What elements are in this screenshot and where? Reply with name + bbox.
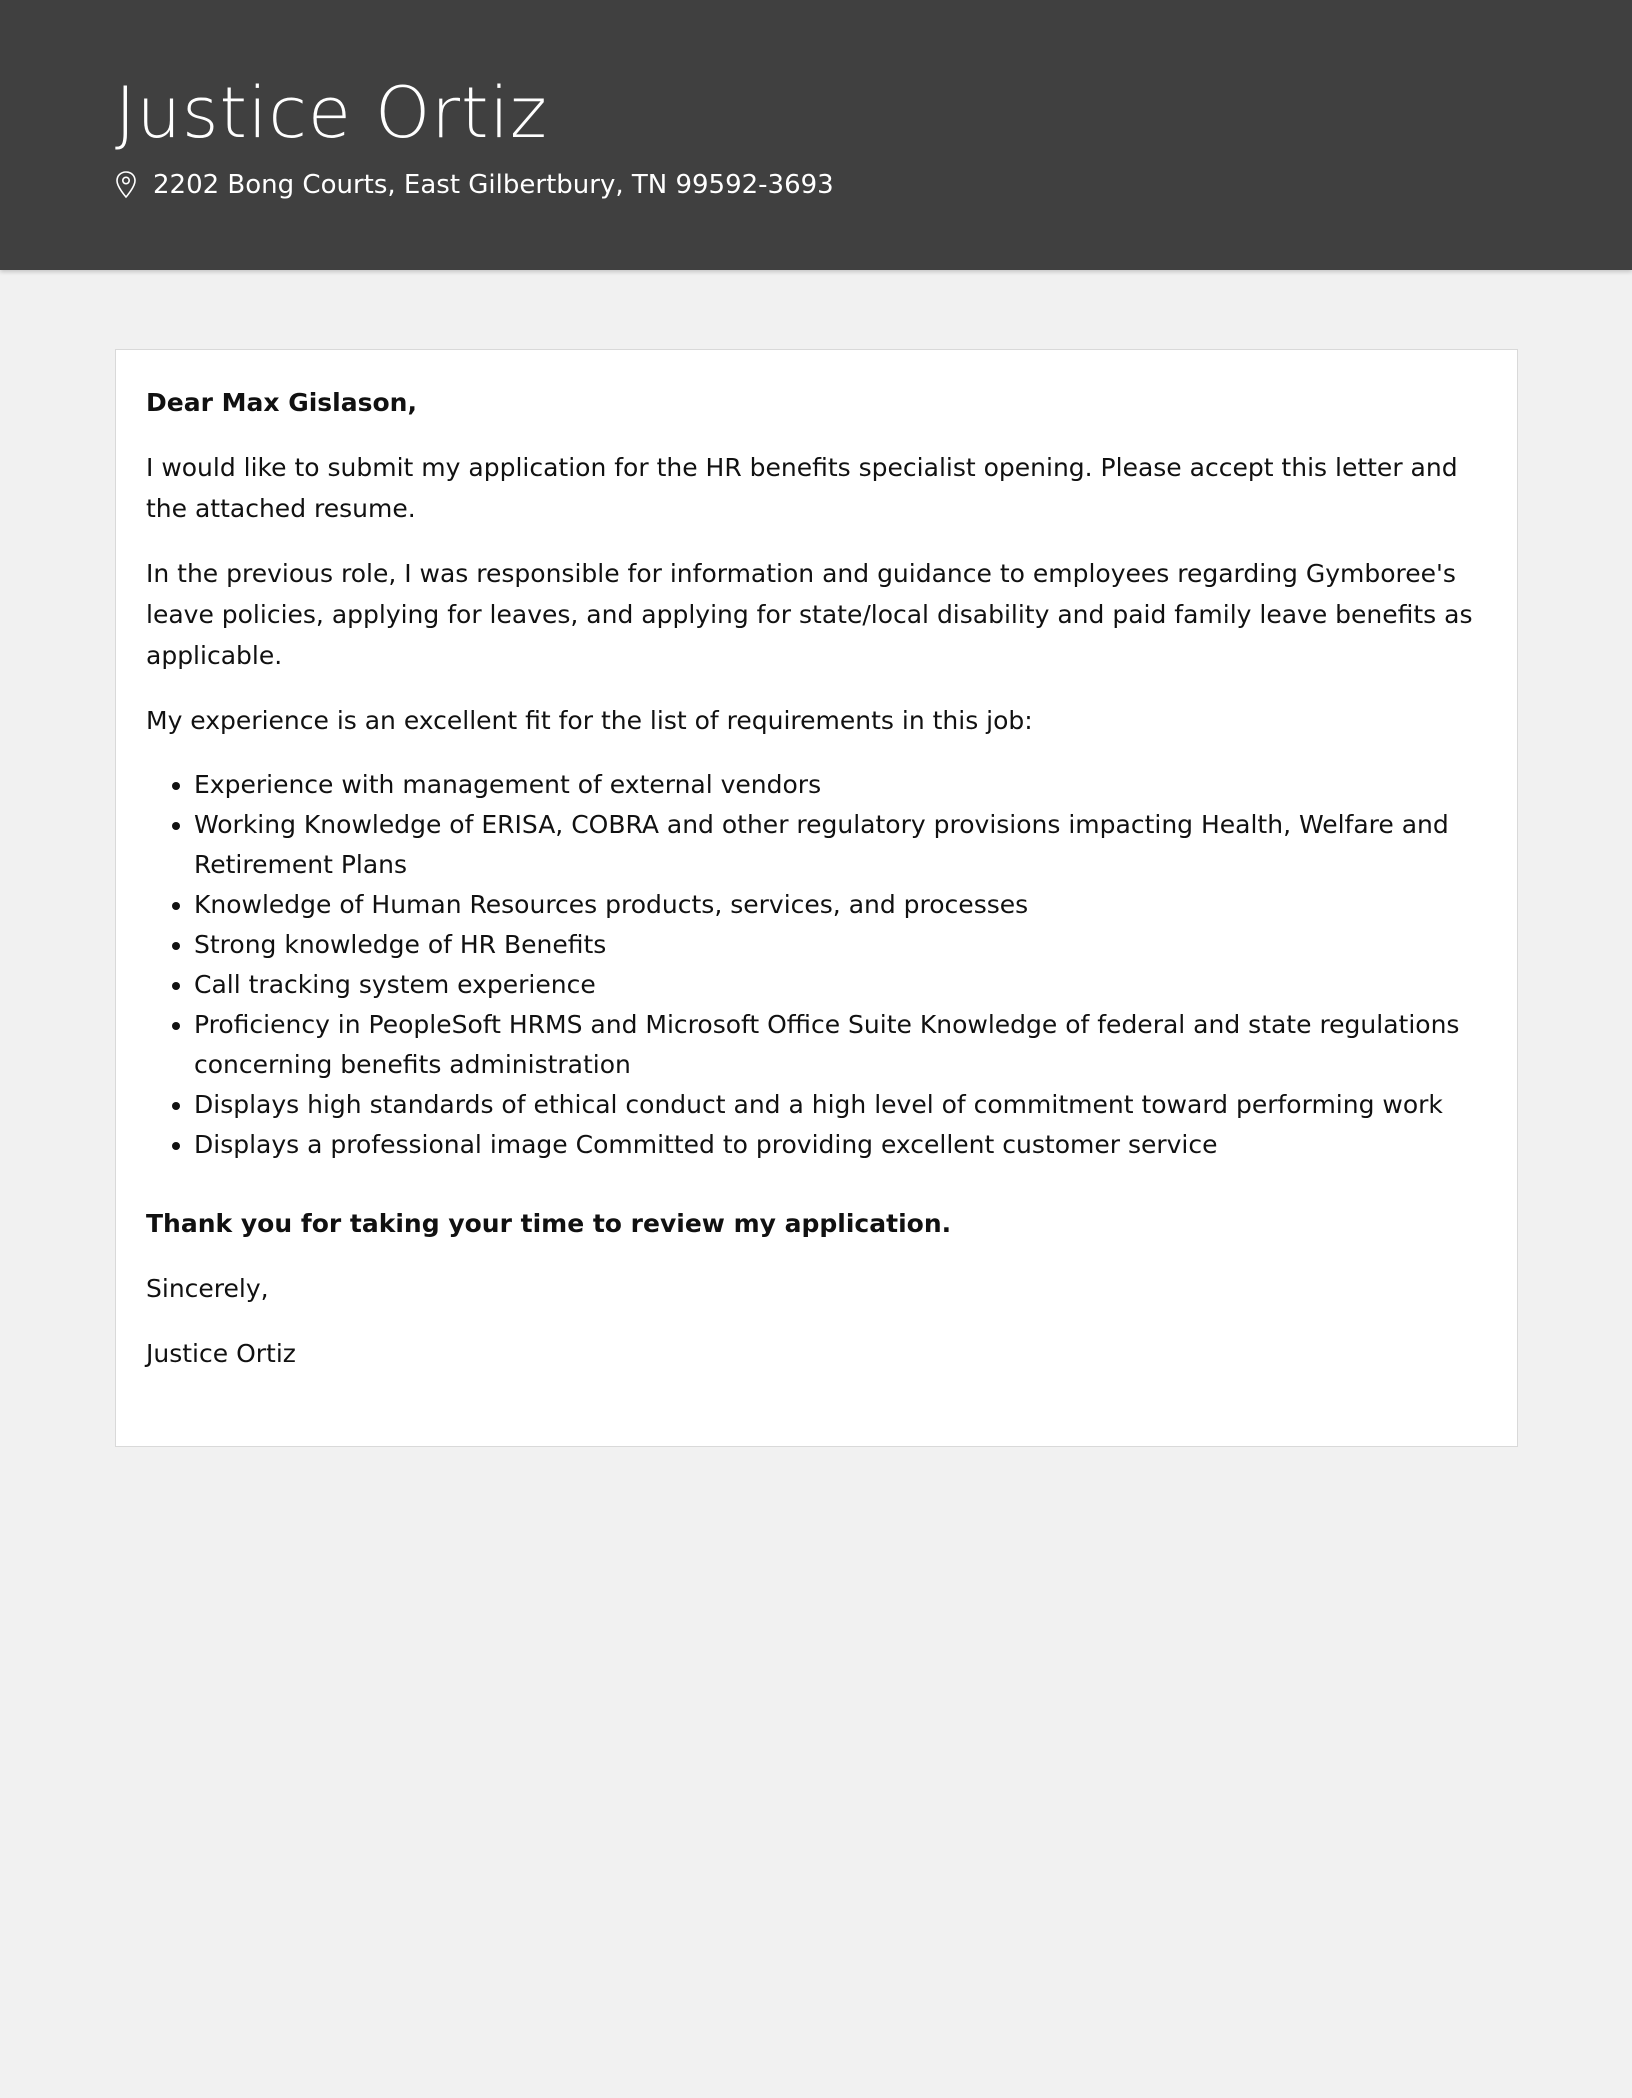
signature: Justice Ortiz [146, 1339, 296, 1368]
closing-line: Thank you for taking your time to review my application. [146, 1209, 952, 1238]
list-item: • Displays a professional image Committed to providing excellent customer service [194, 1125, 1487, 1165]
address-text: 2202 Bong Courts, East Gilbertbury, TN 99592-3693 [153, 170, 834, 200]
list-item: • Proficiency in PeopleSoft HRMS and Microsoft Office Suite Knowledge of federal and state regulations concerning benefits administration [194, 1005, 1487, 1085]
address-row [115, 168, 1632, 202]
requirements-intro: My experience is an excellent fit for the list of requirements in this job: [146, 706, 1033, 735]
salutation: Dear Max Gislason, [146, 388, 417, 417]
list-item: • Knowledge of Human Resources products, services, and processes [194, 885, 1487, 925]
experience-paragraph: In the previous role, I was responsible for information and guidance to employees regarding Gymboree's leave policies, applying for leaves, and applying for state/local disability and paid family leave benefits as applicable. [146, 559, 1473, 670]
list-item: • Displays high standards of ethical conduct and a high level of commitment toward performing work [194, 1085, 1487, 1125]
requirements-list [146, 765, 1487, 1165]
list-item: • Call tracking system experience [194, 965, 1487, 1005]
signoff: Sincerely, [146, 1274, 269, 1303]
letter-card [115, 349, 1518, 1447]
list-item: • Working Knowledge of ERISA, COBRA and other regulatory provisions impacting Health, Welfare and Retirement Plans [194, 805, 1487, 885]
applicant-name: Justice Ortiz [115, 72, 548, 154]
header [0, 0, 1632, 270]
list-item: • Experience with management of external vendors [194, 765, 1487, 805]
intro-paragraph: I would like to submit my application for the HR benefits specialist opening. Please accept this letter and the attached resume. [146, 453, 1458, 523]
list-item: • Strong knowledge of HR Benefits [194, 925, 1487, 965]
map-pin-icon [115, 170, 137, 200]
